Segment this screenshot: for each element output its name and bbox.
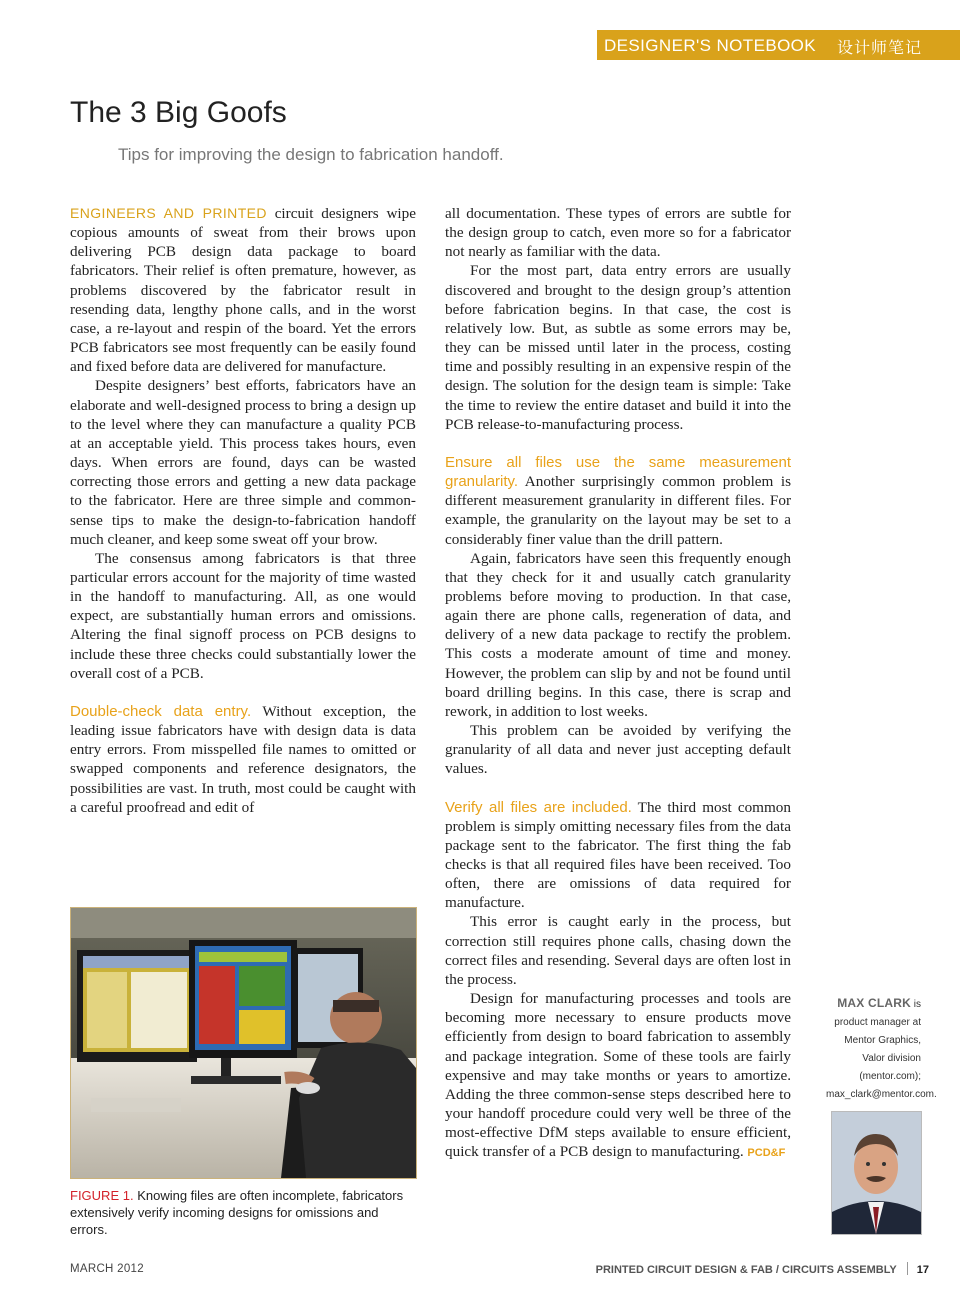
end-mark: PCD&F [747, 1147, 786, 1160]
footer-divider [907, 1262, 908, 1275]
paragraph [70, 204, 416, 376]
text-column-left [70, 204, 416, 817]
paragraph-text: Another surprisingly common problem is different measurement granularity in different files. For example, the granularity on the layout may be set to a considerably finer value than the drill pattern. [445, 473, 791, 548]
lead-in: ENGINEERS AND PRINTED [70, 205, 267, 221]
author-photo [831, 1111, 922, 1235]
figure-caption [70, 1187, 416, 1238]
figure-photo [70, 907, 417, 1179]
caption-text: Knowing files are often incomplete, fabricators extensively verify incoming designs for omissions and errors. [70, 1188, 404, 1237]
paragraph: all documentation. These types of errors are subtle for the design group to catch, even more so for a fabricator not nearly as familiar with the data. [445, 205, 791, 261]
article-subtitle: Tips for improving the design to fabrication handoff. [118, 145, 504, 164]
section-label: DESIGNER'S NOTEBOOK [604, 36, 817, 55]
paragraph: For the most part, data entry errors are usually discovered and brought to the design group’s attention before fabrication begins. In that case, the cost is relatively low. But, as subtle as some errors may be, they can be missed until later in the process, costing time and possibly resulting in an expensive respin of the design. The solution for the design team is simple: Take the time to review the entire dataset and build it into the PCB release-to-manufacturing process. [445, 262, 791, 433]
paragraph: Despite designers’ best efforts, fabricators have an elaborate and well-designed process to bring a design up to the level where they can manufacture a quality PCB at an acceptable yield. This process takes hours, even days. When errors are found, days can be wasted correcting those errors and getting a new data package to the fabricator. Here are three simple and common-sense tips to make the design-to-fabrication handoff much cleaner, and keep some sweat off your brow. [70, 377, 416, 548]
text-column-right [445, 204, 791, 1164]
paragraph [445, 989, 791, 1163]
author-bio [826, 994, 937, 1104]
workstation-photo [71, 908, 416, 1178]
issue-date: MARCH 2012 [70, 1263, 144, 1275]
paragraph: Again, fabricators have seen this frequently enough that they check for it and usually catch granularity problems before moving to production. In that case, again there are phone calls, regeneration of data, and delivery of a new data package to rectify the problem. This costs a moderate amount of time and money. However, the problem can slip by and not be found until board drilling begins. In this case, there is scrap and rework, in addition to lost weeks. [445, 549, 791, 720]
page-number: 17 [916, 1264, 929, 1276]
paragraph [445, 453, 791, 549]
author-portrait [832, 1112, 921, 1234]
bio-text: is product manager at Mentor Graphics, Valor division (mentor.com); max_clark@mentor.com. [826, 999, 937, 1100]
section-heading: Double-check data entry. [70, 702, 252, 720]
paragraph-text: circuit designers wipe copious amounts of sweat from their brows upon delivering PCB design data package to board fabricators. Their relief is often premature, however, as problems discovered by the fabricator result in resending data, lengthy phone calls, and in the worst case, a re-layout and respin of the board. Yet the errors PCB fabricators see most frequently can be easily found and fixed before data are delivered for manufacture. [70, 205, 416, 376]
paragraph-text: Without exception, the leading issue fabricators have with design data is data entry errors. From misspelled file names to omitted or swapped components and reference designators, the possibilities are vast. In truth, most could be caught with a careful proofread and edit of [70, 702, 416, 816]
section-heading: Ensure all files use the same measurement granularity. [445, 453, 791, 491]
paragraph-text: The third most common problem is simply omitting necessary files from the data package sent to the fabricator. The first thing the fab checks is that all required files have been received. Too often, there are omissions of data required for manufacture. [445, 798, 791, 912]
paragraph: This problem can be avoided by verifying the granularity of all data and never just accepting default values. [445, 722, 791, 778]
paragraph: This error is caught early in the process, but correction still requires phone calls, chasing down the correct files and resending. Several days are often lost in the process. [445, 913, 791, 988]
footer-publication [596, 1262, 929, 1276]
section-heading: Verify all files are included. [445, 798, 632, 816]
publication-name: PRINTED CIRCUIT DESIGN & FAB / CIRCUITS ASSEMBLY [595, 1264, 897, 1276]
figure-label: FIGURE 1. [70, 1188, 134, 1203]
section-banner [597, 30, 960, 60]
paragraph [445, 798, 791, 913]
paragraph-text: Design for manufacturing processes and tools are becoming more necessary to ensure products move efficiently from design to board fabrication to assembly and package integration. Some of these tools are fairly expensive and may take months or years to amortize. Adding the three common-sense steps described here to your handoff procedure could very well be three of the most-effective DfM steps available to ensure efficient, quick transfer of a PCB design to manufacturing. [445, 990, 791, 1161]
paragraph: The consensus among fabricators is that three particular errors account for the majority of time wasted in the handoff to manufacturing. All, as one would expect, are substantially human errors and omissions. Altering the final signoff process on PCB designs to include these three checks could substantially lower the overall cost of a PCB. [70, 549, 416, 682]
author-name: MAX CLARK [837, 996, 911, 1010]
article-title: The 3 Big Goofs [70, 96, 287, 129]
section-label-chinese: 设计师笔记 [836, 38, 922, 57]
paragraph [70, 702, 416, 817]
